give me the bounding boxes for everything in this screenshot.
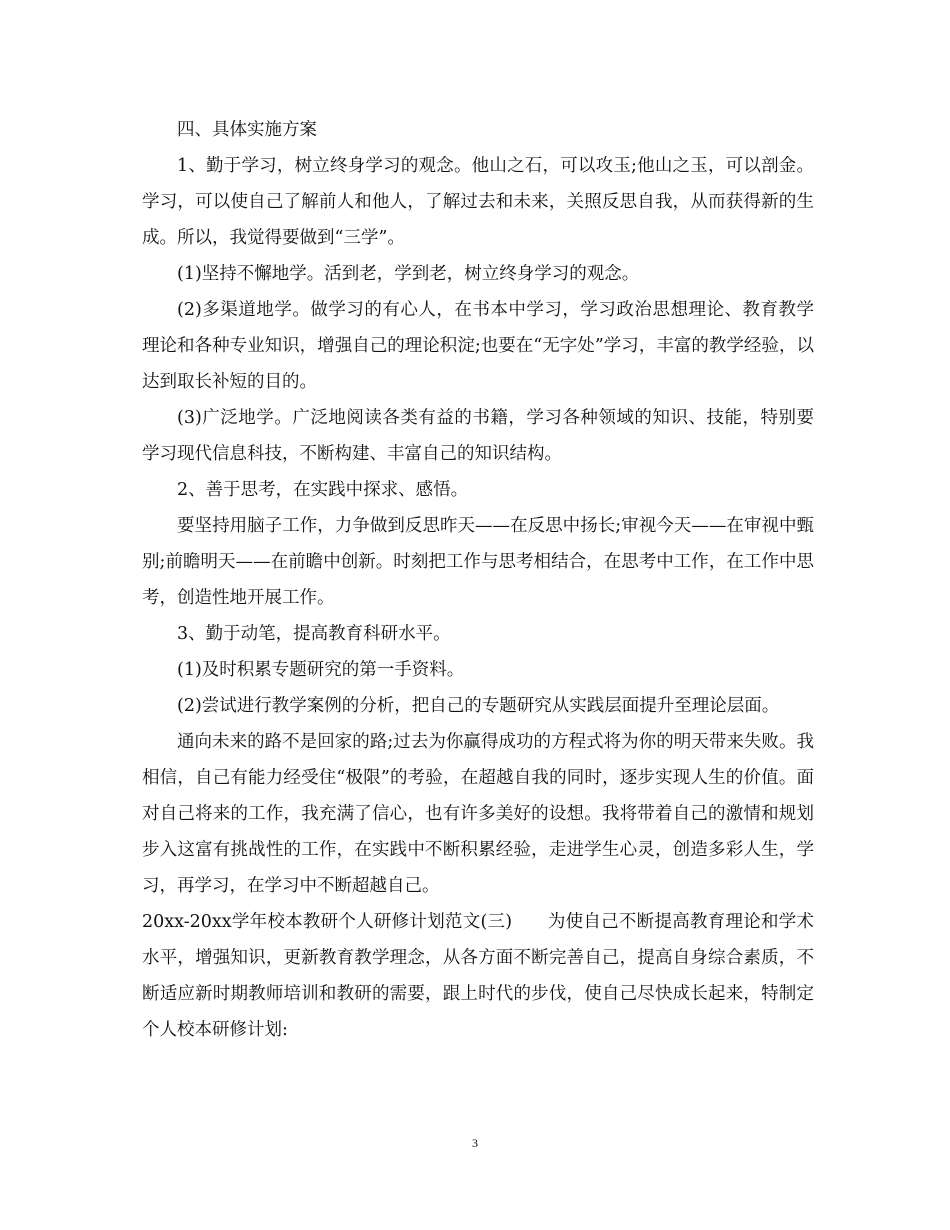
page-number: 3 (472, 1136, 478, 1150)
paragraph: 20xx-20xx学年校本教研个人研修计划范文(三) 为使自己不断提高教育理论和学术水平，增强知识，更新教育教学理念，从各方面不断完善自己，提高自身综合素质，不断适应新时期教师培训和教研的需要，跟上时代的步伐，使自己尽快成长起来，特制定个人校本研修计划: (142, 912, 814, 1040)
paragraph: (2)尝试进行教学案例的分析，把自己的专题研究从实践层面提升至理论层面。 (177, 696, 780, 716)
paragraph: 3、勤于动笔，提高教育科研水平。 (177, 624, 451, 644)
paragraph: (1)坚持不懈地学。活到老，学到老，树立终身学习的观念。 (177, 264, 640, 284)
paragraph: (3)广泛地学。广泛地阅读各类有益的书籍，学习各种领域的知识、技能，特别要学习现代信息科技，不断构建、丰富自己的知识结构。 (142, 408, 814, 464)
section-heading: 四、具体实施方案 (177, 120, 317, 140)
paragraph: 要坚持用脑子工作，力争做到反思昨天——在反思中扬长;审视今天——在审视中甄别;前瞻明天——在前瞻中创新。时刻把工作与思考相结合，在思考中工作，在工作中思考，创造性地开展工作。 (142, 516, 814, 608)
paragraph: (1)及时积累专题研究的第一手资料。 (177, 660, 465, 680)
paragraph: 2、善于思考，在实践中探求、感悟。 (177, 480, 469, 500)
paragraph: (2)多渠道地学。做学习的有心人，在书本中学习，学习政治思想理论、教育教学理论和各种专业知识，增强自己的理论积淀;也要在“无字处”学习，丰富的教学经验，以达到取长补短的目的。 (142, 300, 814, 392)
paragraph: 通向未来的路不是回家的路;过去为你赢得成功的方程式将为你的明天带来失败。我相信，自己有能力经受住“极限”的考验，在超越自我的同时，逐步实现人生的价值。面对自己将来的工作，我充满了信心，也有许多美好的设想。我将带着自己的激情和规划步入这富有挑战性的工作，在实践中不断积累经验，走进学生心灵，创造多彩人生，学习，再学习，在学习中不断超越自己。 (142, 732, 814, 896)
paragraph: 1、勤于学习，树立终身学习的观念。他山之石，可以攻玉;他山之玉，可以剖金。学习，可以使自己了解前人和他人，了解过去和未来，关照反思自我，从而获得新的生成。所以，我觉得要做到“三学”。 (142, 156, 814, 248)
document-body (142, 112, 814, 1048)
